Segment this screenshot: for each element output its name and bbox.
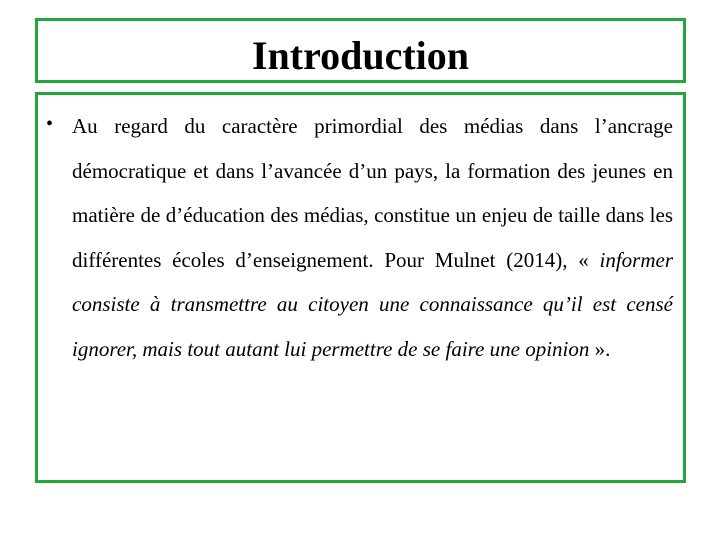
paragraph-tail: ». xyxy=(589,336,611,361)
bullet-paragraph xyxy=(72,95,673,371)
paragraph-quote: informer consiste à transmettre au citoyen une connaissance qu’il est censé ignorer, mais tout autant lui permettre de se faire une opinion xyxy=(72,247,673,361)
bullet-list xyxy=(38,95,683,371)
content-frame xyxy=(35,92,686,483)
bullet-icon: • xyxy=(46,113,54,135)
title-frame xyxy=(35,18,686,83)
bullet-item xyxy=(38,95,683,371)
paragraph-lead: Au regard du caractère primordial des médias dans l’ancrage démocratique et dans l’avancée d’un pays, la formation des jeunes en matière de d’éducation des médias, constitue un enjeu de taille dans les différentes écoles d’enseignement. Pour Mulnet (2014), « xyxy=(72,114,673,272)
slide-title: Introduction xyxy=(251,33,470,78)
